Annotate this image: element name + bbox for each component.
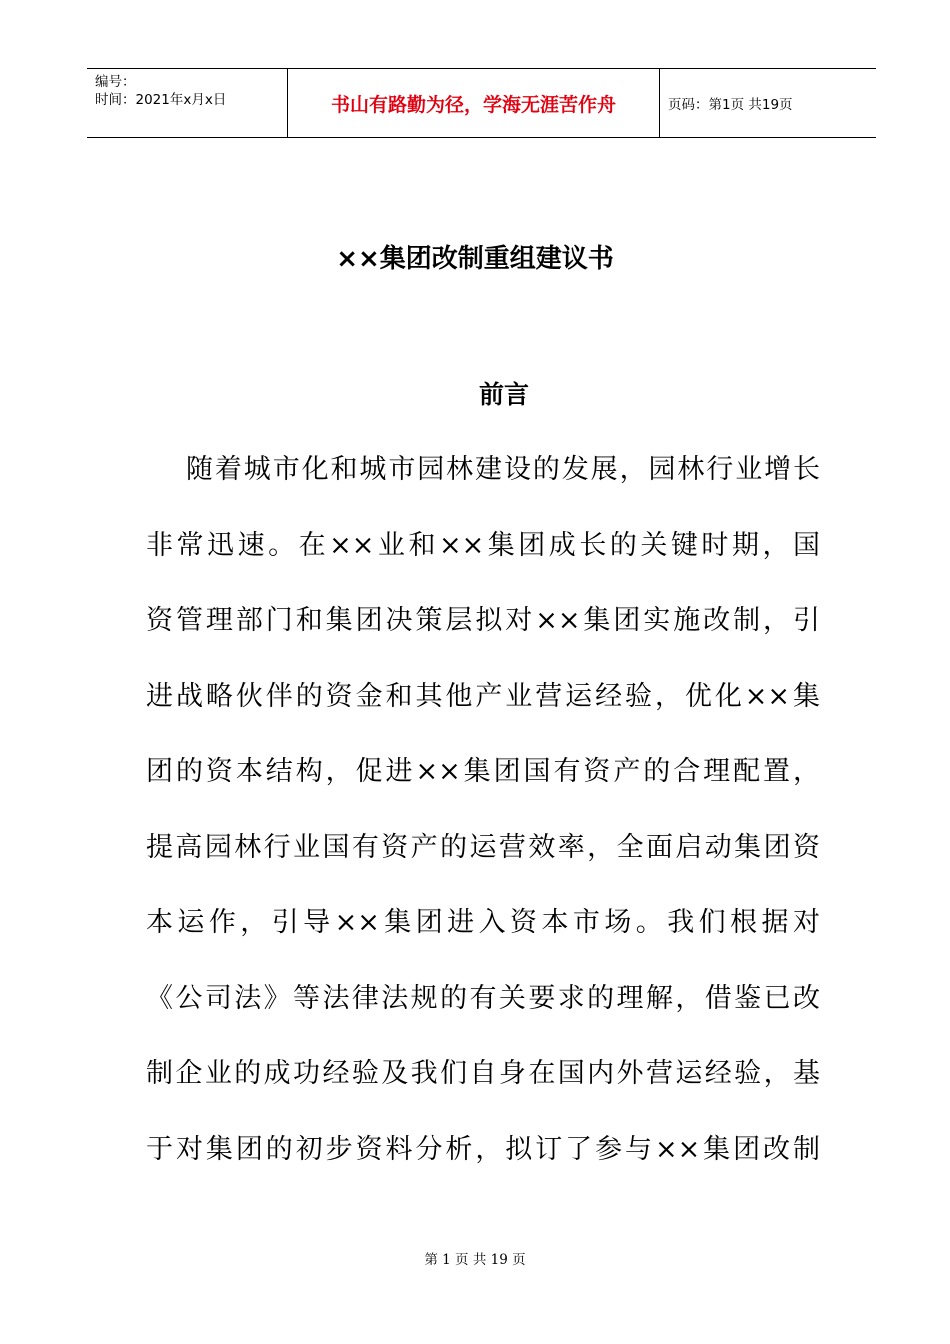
paragraph-line: 团的资本结构，促进××集团国有资产的合理配置， xyxy=(146,756,820,787)
header-number-label: 编号： xyxy=(95,74,136,90)
header-meta xyxy=(87,69,287,137)
paragraph-line: 进战略伙伴的资金和其他产业营运经验，优化××集 xyxy=(146,680,820,712)
page-header xyxy=(87,68,876,138)
paragraph-line: 非常迅速。在××业和××集团成长的关键时期，国 xyxy=(146,529,820,561)
page-footer: 第 1 页 共 19 页 xyxy=(424,1252,526,1268)
header-time-label: 时间：2021年x月x日 xyxy=(95,92,227,108)
paragraph-line: 于对集团的初步资料分析，拟订了参与××集团改制 xyxy=(146,1133,820,1165)
header-motto: 书山有路勤为径，学海无涯苦作舟 xyxy=(287,69,660,137)
section-title: 前言 xyxy=(478,380,529,409)
paragraph-line: 资管理部门和集团决策层拟对××集团实施改制，引 xyxy=(146,605,820,636)
paragraph-line: 本运作，引导××集团进入资本市场。我们根据对 xyxy=(146,907,820,938)
paragraph-line: 提高园林行业国有资产的运营效率，全面启动集团资 xyxy=(146,831,820,863)
header-page-label: 页码：第1页 共19页 xyxy=(668,97,793,113)
body-paragraph xyxy=(146,432,820,1187)
paragraph-line: 制企业的成功经验及我们自身在国内外营运经验，基 xyxy=(146,1058,820,1089)
paragraph-line: 《公司法》等法律法规的有关要求的理解，借鉴已改 xyxy=(146,982,820,1014)
document-title: ××集团改制重组建议书 xyxy=(336,244,614,274)
paragraph-line: 随着城市化和城市园林建设的发展，园林行业增长 xyxy=(186,454,820,485)
